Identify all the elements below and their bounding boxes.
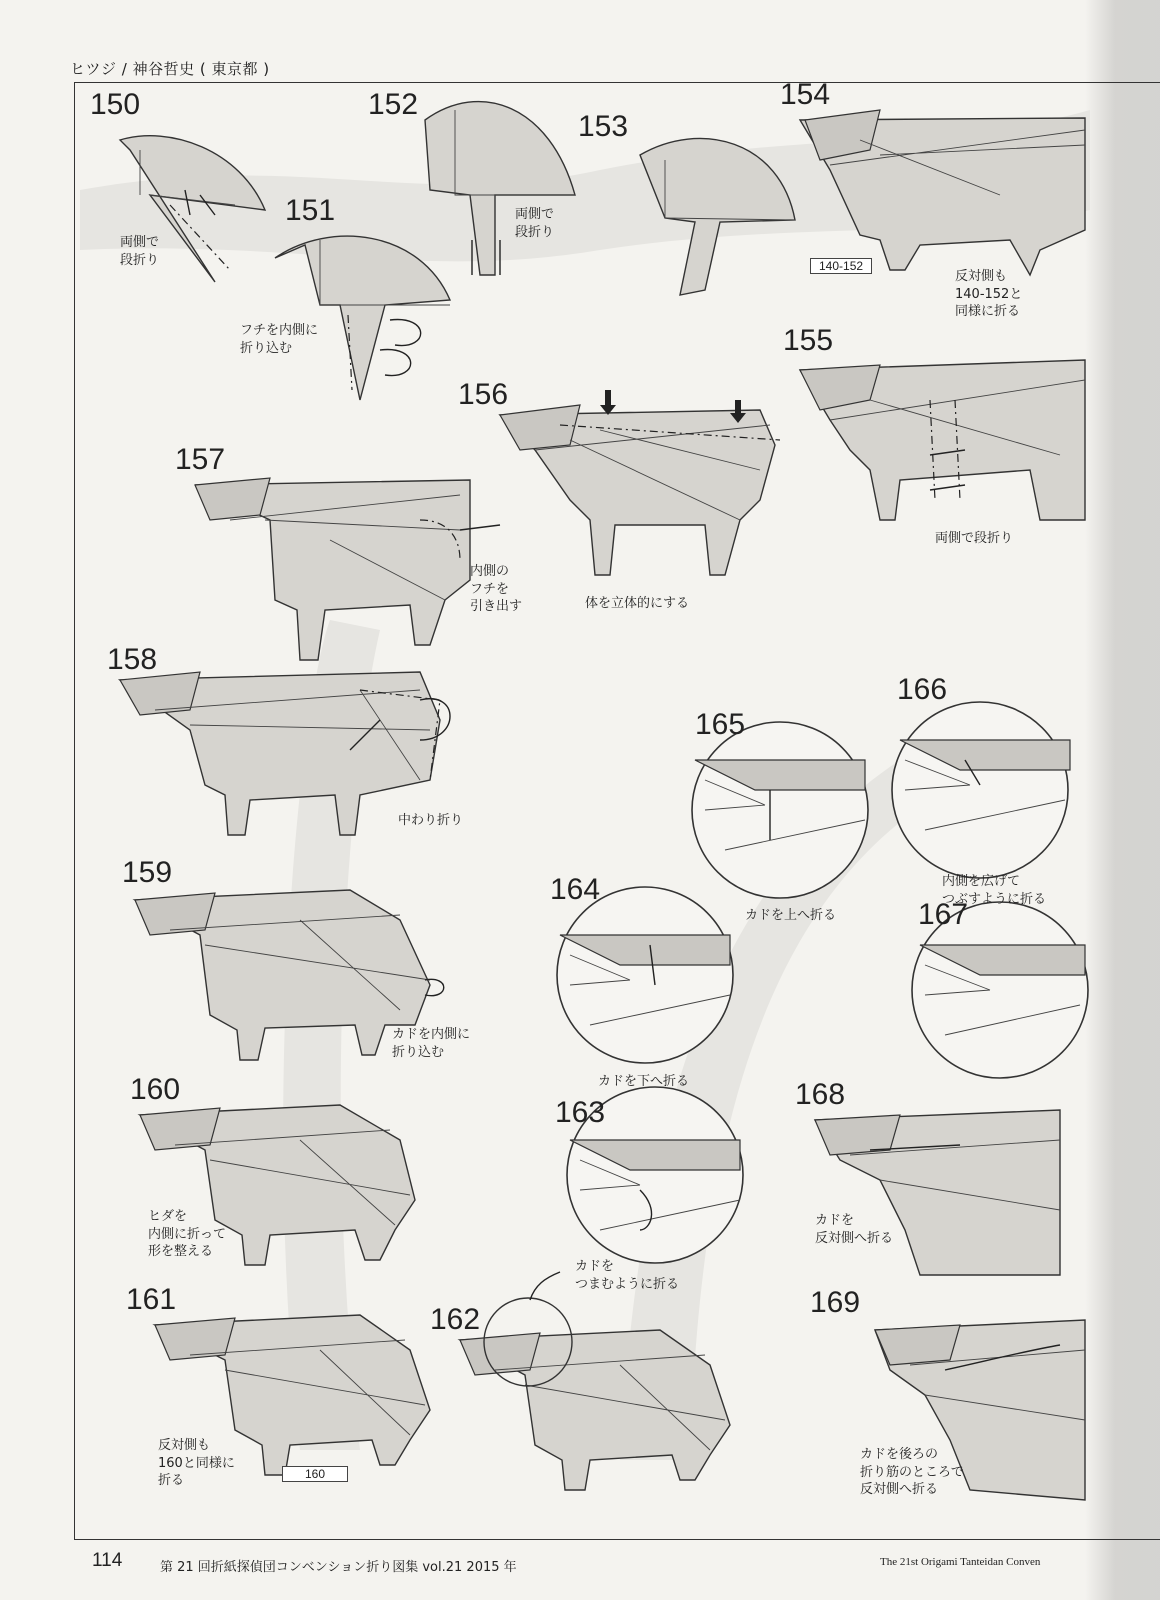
step-169-number: 169	[810, 1286, 861, 1319]
step-165-note: カドを上へ折る	[745, 908, 837, 923]
step-160-note: ヒダを 内側に折って 形を整える	[148, 1209, 227, 1260]
step-163-number: 163	[555, 1096, 606, 1129]
step-154-number: 154	[780, 78, 831, 111]
step-157-number: 157	[175, 443, 226, 476]
step-155-note: 両側で段折り	[935, 531, 1014, 546]
step-164-number: 164	[550, 873, 601, 906]
step-150-note: 両側で 段折り	[120, 235, 160, 268]
step-161-ref-box: 160	[282, 1466, 348, 1482]
step-166-number: 166	[897, 673, 948, 706]
step-159-note: カドを内側に 折り込む	[392, 1027, 471, 1060]
step-168-figure	[815, 1110, 1060, 1275]
step-161-number: 161	[126, 1283, 177, 1316]
step-158-note: 中わり折り	[398, 813, 464, 828]
step-166-note: 内側を広げて つぶすように折る	[942, 874, 1047, 907]
step-166-detail	[892, 702, 1070, 878]
step-154-ref-box: 140-152	[810, 258, 872, 274]
step-158-figure	[120, 672, 450, 835]
step-155-figure	[800, 360, 1085, 520]
step-156-note: 体を立体的にする	[585, 596, 690, 611]
step-168-note: カドを 反対側へ折る	[815, 1213, 894, 1246]
page-title: ヒツジ / 神谷哲史 ( 東京都 )	[70, 60, 270, 78]
step-162-number: 162	[430, 1303, 481, 1336]
step-165-number: 165	[695, 708, 746, 741]
step-159-number: 159	[122, 856, 173, 889]
footer-left-text: 第 21 回折紙探偵団コンベンション折り図集 vol.21 2015 年	[160, 1560, 517, 1575]
step-164-detail	[557, 887, 733, 1063]
step-150-number: 150	[90, 88, 141, 121]
step-169-note: カドを後ろの 折り筋のところで 反対側へ折る	[860, 1447, 964, 1498]
step-153-number: 153	[578, 110, 629, 143]
page-number: 114	[92, 1550, 123, 1571]
step-157-note: 内側の フチを 引き出す	[470, 564, 523, 615]
step-163-note: カドを つまむように折る	[575, 1259, 680, 1292]
step-152-note: 両側で 段折り	[515, 207, 555, 240]
step-156-number: 156	[458, 378, 509, 411]
step-151-note: フチを内側に 折り込む	[240, 323, 319, 356]
step-167-number: 167	[918, 898, 969, 931]
step-158-number: 158	[107, 643, 158, 676]
step-152-number: 152	[368, 88, 419, 121]
step-165-detail	[692, 722, 868, 898]
step-156-figure	[500, 390, 780, 575]
step-154-figure	[800, 110, 1085, 275]
step-161-note: 反対側も 160と同様に 折る	[158, 1438, 235, 1489]
step-168-number: 168	[795, 1078, 846, 1111]
footer-right-text: The 21st Origami Tanteidan Conven	[880, 1556, 1041, 1568]
step-164-note: カドを下へ折る	[598, 1074, 690, 1089]
step-151-number: 151	[285, 194, 336, 227]
step-154-note: 反対側も 140-152と 同様に折る	[955, 269, 1023, 320]
step-160-number: 160	[130, 1073, 181, 1106]
step-155-number: 155	[783, 324, 834, 357]
